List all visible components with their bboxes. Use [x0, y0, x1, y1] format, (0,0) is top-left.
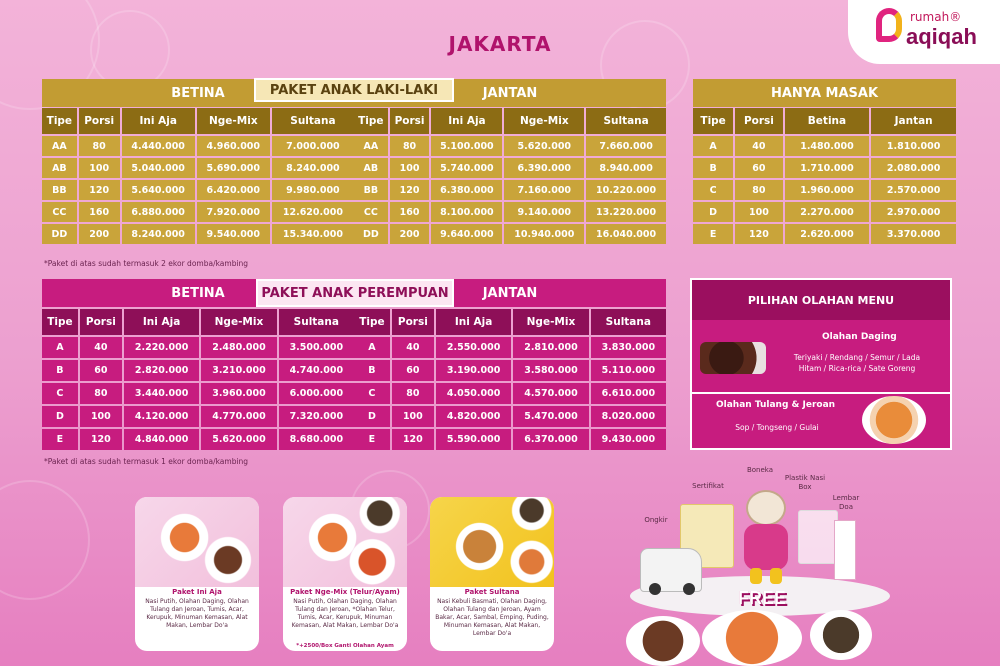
- perempuan-jantan-table: [352, 307, 668, 452]
- card-extra-note: *+2500/Box Ganti Olahan Ayam: [296, 643, 394, 649]
- table-cell: E: [354, 429, 390, 450]
- table-cell: AA: [42, 136, 77, 156]
- hanya-masak-header: [693, 79, 956, 107]
- table-cell: 1.810.000: [871, 136, 956, 156]
- column-header: Sultana: [279, 309, 354, 335]
- table-cell: 4.820.000: [436, 406, 511, 427]
- column-header: Sultana: [272, 108, 354, 134]
- table-cell: 5.470.000: [513, 406, 588, 427]
- table-row: [42, 360, 354, 381]
- table-cell: 9.430.000: [591, 429, 666, 450]
- table-cell: 2.970.000: [871, 202, 956, 222]
- column-header: Tipe: [693, 108, 733, 134]
- table-cell: 4.770.000: [201, 406, 276, 427]
- table-cell: 2.810.000: [513, 337, 588, 358]
- table-cell: 1.480.000: [785, 136, 870, 156]
- perempuan-betina-label: BETINA: [171, 285, 225, 301]
- table-row: [42, 406, 354, 427]
- table-cell: 7.920.000: [197, 202, 270, 222]
- bonus-dish-image: [810, 610, 872, 660]
- table-row: [693, 202, 956, 222]
- table-cell: 15.340.000: [272, 224, 354, 244]
- table-cell: 120: [80, 429, 122, 450]
- table-cell: AB: [42, 158, 77, 178]
- daging-line-2: Hitam / Rica-rica / Sate Goreng: [798, 364, 916, 373]
- table-row: [354, 429, 666, 450]
- table-cell: 4.570.000: [513, 383, 588, 404]
- column-header: Porsi: [79, 108, 120, 134]
- table-cell: B: [42, 360, 78, 381]
- table-cell: D: [42, 406, 78, 427]
- table-row: [354, 360, 666, 381]
- laki-betina-table: [40, 106, 356, 246]
- table-cell: 8.020.000: [591, 406, 666, 427]
- table-header-row: [354, 108, 666, 134]
- table-cell: 40: [80, 337, 122, 358]
- table-cell: 6.420.000: [197, 180, 270, 200]
- table-row: [693, 180, 956, 200]
- card-title: Paket Nge-Mix (Telur/Ayam): [290, 588, 400, 596]
- table-cell: 6.000.000: [279, 383, 354, 404]
- table-cell: 60: [80, 360, 122, 381]
- card-food-image: [135, 497, 259, 587]
- table-cell: 80: [735, 180, 782, 200]
- table-cell: 7.660.000: [586, 136, 666, 156]
- bonus-dish-image: [702, 610, 802, 666]
- card-paket-ini-aja: [135, 497, 259, 651]
- table-cell: 80: [80, 383, 122, 404]
- daging-dish-image: [700, 342, 766, 374]
- laki-jantan-label: JANTAN: [482, 85, 538, 101]
- table-cell: 3.830.000: [591, 337, 666, 358]
- table-cell: C: [354, 383, 390, 404]
- logo-word-aqiqah: aqiqah: [906, 24, 977, 49]
- perempuan-betina-table: [40, 307, 356, 452]
- card-food-image: [430, 497, 554, 587]
- table-cell: 3.440.000: [124, 383, 199, 404]
- table-cell: 100: [390, 158, 430, 178]
- table-cell: 1.960.000: [785, 180, 870, 200]
- table-cell: 80: [392, 383, 434, 404]
- menu-options-box: [690, 278, 952, 450]
- table-cell: 4.740.000: [279, 360, 354, 381]
- column-header: Tipe: [354, 108, 388, 134]
- tulang-title: Olahan Tulang & Jeroan: [716, 400, 836, 410]
- table-cell: 9.640.000: [431, 224, 502, 244]
- logo-word-rumah: rumah®: [910, 10, 962, 24]
- table-cell: CC: [354, 202, 388, 222]
- table-cell: 4.840.000: [124, 429, 199, 450]
- column-header: Porsi: [390, 108, 430, 134]
- daging-line-1: Teriyaki / Rendang / Semur / Lada: [793, 353, 921, 362]
- table-cell: 100: [79, 158, 120, 178]
- table-cell: 10.940.000: [504, 224, 584, 244]
- table-cell: D: [354, 406, 390, 427]
- label-sertifikat: Sertifikat: [692, 482, 724, 490]
- column-header: Tipe: [354, 309, 390, 335]
- laki-title-badge: [254, 78, 454, 102]
- table-row: [42, 202, 354, 222]
- table-cell: 3.370.000: [871, 224, 956, 244]
- table-cell: 8.100.000: [431, 202, 502, 222]
- laki-title: PAKET ANAK LAKI-LAKI: [269, 82, 439, 98]
- table-cell: 16.040.000: [586, 224, 666, 244]
- table-cell: 9.540.000: [197, 224, 270, 244]
- column-header: Porsi: [735, 108, 782, 134]
- table-cell: 3.210.000: [201, 360, 276, 381]
- column-header: Betina: [785, 108, 870, 134]
- laki-jantan-table: [352, 106, 668, 246]
- table-header-row: [42, 309, 354, 335]
- table-cell: 40: [735, 136, 782, 156]
- table-cell: 3.190.000: [436, 360, 511, 381]
- column-header: Ini Aja: [431, 108, 502, 134]
- daging-title: Olahan Daging: [822, 332, 897, 342]
- table-cell: DD: [354, 224, 388, 244]
- column-header: Ini Aja: [122, 108, 195, 134]
- label-ongkir: Ongkir: [644, 516, 668, 524]
- column-header: Nge-Mix: [197, 108, 270, 134]
- table-cell: 8.240.000: [122, 224, 195, 244]
- laki-note: *Paket di atas sudah termasuk 2 ekor domba/kambing: [44, 259, 249, 268]
- table-cell: 120: [390, 180, 430, 200]
- card-title: Paket Sultana: [464, 588, 520, 596]
- table-cell: A: [693, 136, 733, 156]
- table-cell: BB: [354, 180, 388, 200]
- perempuan-note: *Paket di atas sudah termasuk 1 ekor domba/kambing: [44, 457, 249, 466]
- table-cell: 40: [392, 337, 434, 358]
- doa-sheet-image: [834, 520, 856, 580]
- table-cell: C: [693, 180, 733, 200]
- column-header: Nge-Mix: [201, 309, 276, 335]
- table-cell: 80: [79, 136, 120, 156]
- table-cell: 200: [79, 224, 120, 244]
- table-row: [354, 136, 666, 156]
- table-cell: 2.820.000: [124, 360, 199, 381]
- table-cell: 6.380.000: [431, 180, 502, 200]
- table-row: [354, 224, 666, 244]
- column-header: Porsi: [80, 309, 122, 335]
- table-cell: E: [693, 224, 733, 244]
- column-header: Ini Aja: [436, 309, 511, 335]
- table-cell: 60: [392, 360, 434, 381]
- table-cell: 3.960.000: [201, 383, 276, 404]
- table-cell: 6.880.000: [122, 202, 195, 222]
- table-cell: 6.370.000: [513, 429, 588, 450]
- card-description: Nasi Putih, Olahan Daging, Olahan Tulang dan Jeroan, Tumis, Acar, Kerupuk, Minuman Kemasan, Alat Makan, Lembar Do'a: [145, 598, 249, 629]
- table-cell: 5.100.000: [431, 136, 502, 156]
- label-lembar-doa: Lembar Doa: [832, 494, 860, 511]
- perempuan-title-badge: [256, 279, 454, 307]
- table-cell: 7.160.000: [504, 180, 584, 200]
- page-title: JAKARTA: [448, 32, 552, 56]
- table-row: [42, 158, 354, 178]
- table-cell: C: [42, 383, 78, 404]
- label-plastik: Plastik Nasi Box: [784, 474, 826, 491]
- card-food-image: [283, 497, 407, 587]
- table-cell: 6.610.000: [591, 383, 666, 404]
- table-header-row: [693, 108, 956, 134]
- column-header: Nge-Mix: [504, 108, 584, 134]
- label-boneka: Boneka: [746, 466, 774, 474]
- table-row: [354, 202, 666, 222]
- table-row: [354, 406, 666, 427]
- column-header: Nge-Mix: [513, 309, 588, 335]
- column-header: Sultana: [591, 309, 666, 335]
- table-cell: A: [42, 337, 78, 358]
- table-cell: 5.740.000: [431, 158, 502, 178]
- hanya-masak-title: HANYA MASAK: [770, 85, 879, 101]
- table-cell: B: [354, 360, 390, 381]
- table-row: [42, 180, 354, 200]
- table-cell: DD: [42, 224, 77, 244]
- table-cell: 5.620.000: [504, 136, 584, 156]
- table-row: [693, 224, 956, 244]
- daging-options: [772, 352, 942, 374]
- perempuan-title: PAKET ANAK PEREMPUAN: [261, 285, 449, 301]
- card-title: Paket Ini Aja: [172, 588, 222, 596]
- table-cell: 5.620.000: [201, 429, 276, 450]
- table-cell: 5.640.000: [122, 180, 195, 200]
- plastic-box-image: [798, 510, 838, 564]
- table-cell: 2.480.000: [201, 337, 276, 358]
- hanya-masak-table: [691, 106, 958, 246]
- table-row: [42, 383, 354, 404]
- table-cell: 2.220.000: [124, 337, 199, 358]
- column-header: Tipe: [42, 108, 77, 134]
- boneka-doll-image: [738, 490, 794, 586]
- table-header-row: [42, 108, 354, 134]
- table-cell: 1.710.000: [785, 158, 870, 178]
- table-cell: D: [693, 202, 733, 222]
- table-cell: 7.320.000: [279, 406, 354, 427]
- table-row: [354, 337, 666, 358]
- table-cell: 12.620.000: [272, 202, 354, 222]
- table-cell: 2.620.000: [785, 224, 870, 244]
- table-cell: AA: [354, 136, 388, 156]
- table-cell: 120: [79, 180, 120, 200]
- table-cell: 200: [390, 224, 430, 244]
- table-cell: 6.390.000: [504, 158, 584, 178]
- table-row: [42, 337, 354, 358]
- table-row: [354, 383, 666, 404]
- table-cell: CC: [42, 202, 77, 222]
- table-header-row: [354, 309, 666, 335]
- table-cell: 8.240.000: [272, 158, 354, 178]
- table-cell: B: [693, 158, 733, 178]
- column-header: Ini Aja: [124, 309, 199, 335]
- tulang-dish-image: [862, 396, 926, 444]
- table-cell: 100: [735, 202, 782, 222]
- laki-betina-label: BETINA: [171, 85, 225, 101]
- table-cell: 160: [79, 202, 120, 222]
- table-cell: 7.000.000: [272, 136, 354, 156]
- table-cell: 8.940.000: [586, 158, 666, 178]
- card-description: Nasi Kebuli Basmati, Olahan Daging, Olahan Tulang dan Jeroan, Ayam Bakar, Acar, Sambal, Emping, Puding, Minuman Kemasan, Alat Makan, Lembar Do'a: [435, 598, 549, 637]
- table-cell: 3.580.000: [513, 360, 588, 381]
- table-cell: 2.550.000: [436, 337, 511, 358]
- card-paket-nge-mix: [283, 497, 407, 651]
- table-cell: 4.440.000: [122, 136, 195, 156]
- table-cell: 10.220.000: [586, 180, 666, 200]
- table-cell: 120: [735, 224, 782, 244]
- menu-options-title: PILIHAN OLAHAN MENU: [747, 293, 895, 307]
- table-cell: 120: [392, 429, 434, 450]
- column-header: Sultana: [586, 108, 666, 134]
- column-header: Porsi: [392, 309, 434, 335]
- card-paket-sultana: [430, 497, 554, 651]
- table-cell: 160: [390, 202, 430, 222]
- table-cell: 8.680.000: [279, 429, 354, 450]
- tulang-options: Sop / Tongseng / Gulai: [735, 423, 819, 432]
- table-cell: 5.590.000: [436, 429, 511, 450]
- table-cell: 5.040.000: [122, 158, 195, 178]
- table-row: [354, 158, 666, 178]
- table-cell: 2.570.000: [871, 180, 956, 200]
- table-cell: E: [42, 429, 78, 450]
- table-row: [42, 429, 354, 450]
- card-description: Nasi Putih, Olahan Daging, Olahan Tulang dan Jeroan, *Olahan Telur, Tumis, Acar, Kerupuk, Minuman Kemasan, Alat Makan, Lembar Do'a: [291, 598, 399, 629]
- table-cell: 9.980.000: [272, 180, 354, 200]
- table-cell: AB: [354, 158, 388, 178]
- menu-divider: [692, 392, 950, 394]
- column-header: Jantan: [871, 108, 956, 134]
- table-cell: 9.140.000: [504, 202, 584, 222]
- menu-options-header: [692, 280, 950, 320]
- delivery-van-image: [640, 548, 702, 592]
- bonus-dish-image: [626, 616, 700, 666]
- table-cell: 60: [735, 158, 782, 178]
- table-cell: 4.050.000: [436, 383, 511, 404]
- table-cell: 3.500.000: [279, 337, 354, 358]
- free-badge: FREE: [738, 588, 787, 608]
- table-row: [42, 136, 354, 156]
- table-cell: 2.270.000: [785, 202, 870, 222]
- table-row: [693, 136, 956, 156]
- perempuan-jantan-label: JANTAN: [482, 285, 538, 301]
- table-cell: 13.220.000: [586, 202, 666, 222]
- table-row: [693, 158, 956, 178]
- table-cell: 2.080.000: [871, 158, 956, 178]
- table-cell: 5.690.000: [197, 158, 270, 178]
- table-cell: 5.110.000: [591, 360, 666, 381]
- column-header: Tipe: [42, 309, 78, 335]
- background-ornament: [0, 480, 90, 600]
- table-cell: A: [354, 337, 390, 358]
- table-cell: BB: [42, 180, 77, 200]
- table-cell: 100: [80, 406, 122, 427]
- table-row: [354, 180, 666, 200]
- table-cell: 4.120.000: [124, 406, 199, 427]
- table-row: [42, 224, 354, 244]
- table-cell: 4.960.000: [197, 136, 270, 156]
- table-cell: 80: [390, 136, 430, 156]
- table-cell: 100: [392, 406, 434, 427]
